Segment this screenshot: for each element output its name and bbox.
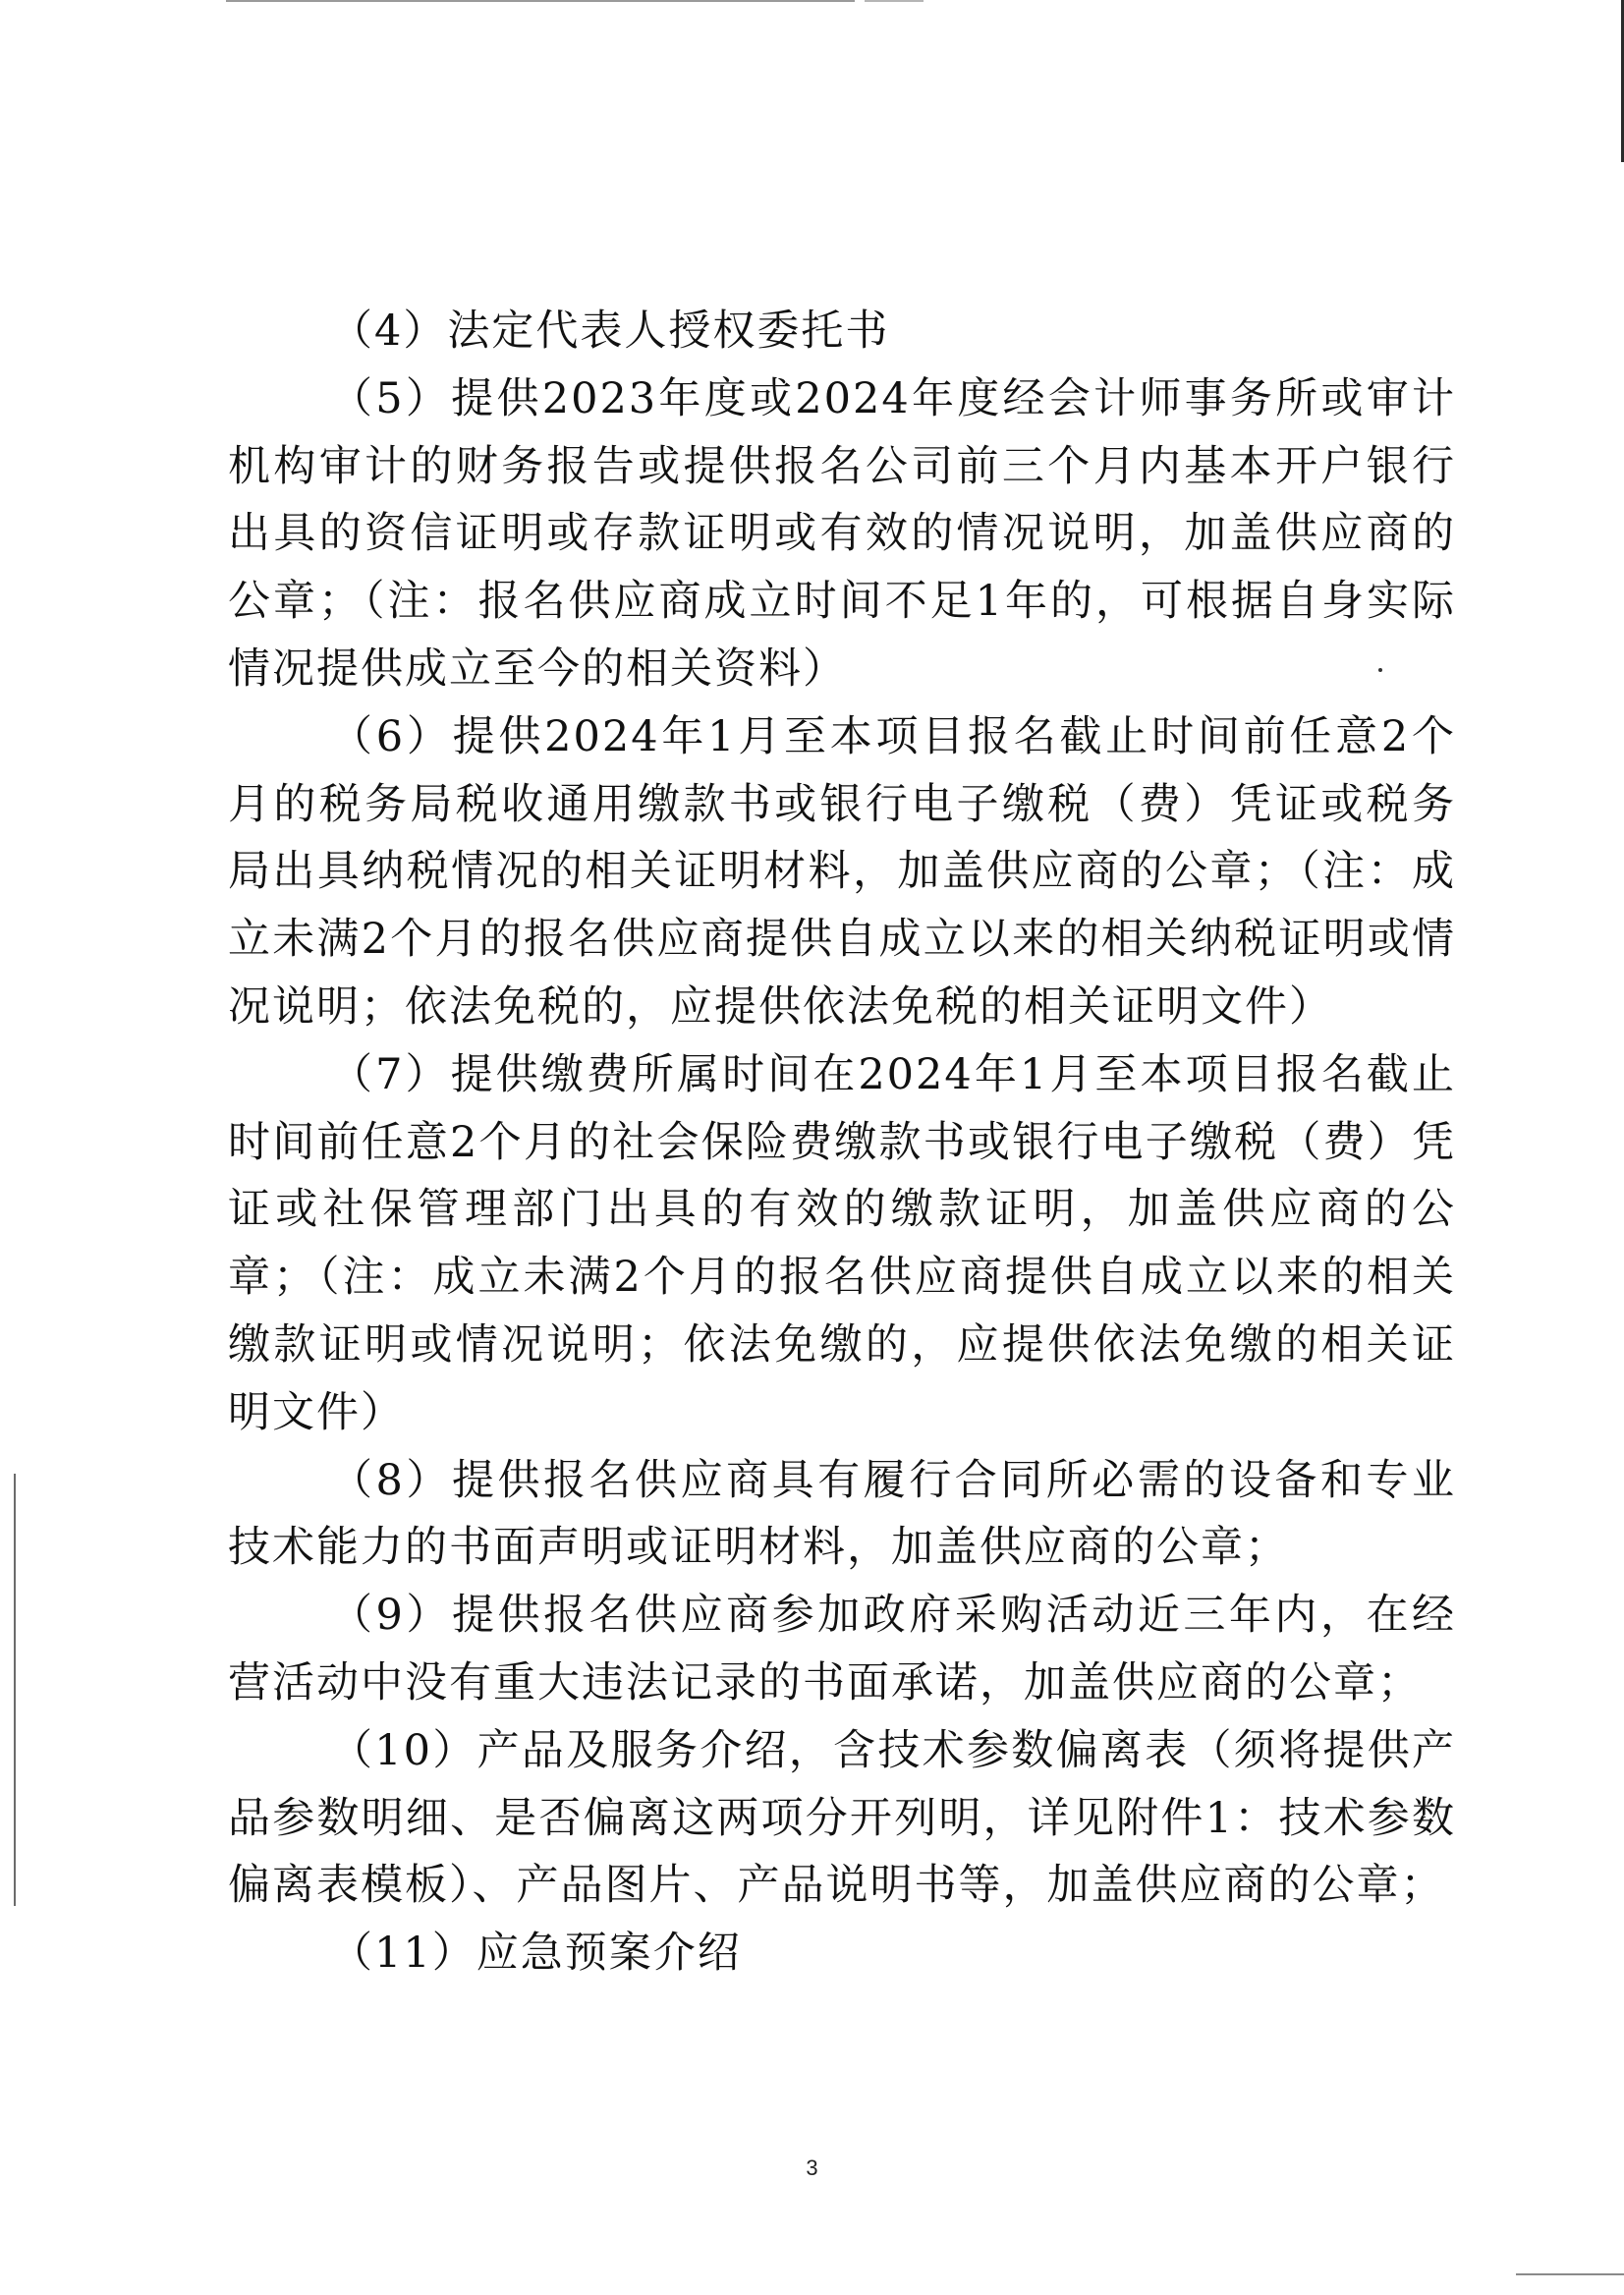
scan-mark-top — [865, 0, 924, 2]
scan-edge-bottom — [1516, 2273, 1624, 2275]
list-item: （5）提供2023年度或2024年度经会计师事务所或审计机构审计的财务报告或提供报名公司前三个月内基本开户银行出具的资信证明或存款证明或有效的情况说明，加盖供应商的公章；（注：报名供应商成立时间不足1年的，可根据自身实际情况提供成立至今的相关资料） — [228, 373, 1456, 694]
list-item: （10）产品及服务介绍，含技术参数偏离表（须将提供产品参数明细、是否偏离这两项分开列明，详见附件1：技术参数偏离表模板）、产品图片、产品说明书等，加盖供应商的公章； — [228, 1725, 1456, 1911]
scan-edge-top — [226, 0, 855, 2]
page-number: 3 — [806, 2155, 818, 2180]
list-item: （9）提供报名供应商参加政府采购活动近三年内，在经营活动中没有重大违法记录的书面承诺，加盖供应商的公章； — [228, 1591, 1456, 1707]
scan-edge-left — [14, 1474, 16, 1906]
list-item: （4）法定代表人授权委托书 — [330, 307, 890, 356]
list-item: （6）提供2024年1月至本项目报名截止时间前任意2个月的税务局税收通用缴款书或银行电子缴税（费）凭证或税务局出具纳税情况的相关证明材料，加盖供应商的公章；（注：成立未满2个月的报名供应商提供自成立以来的相关纳税证明或情况说明；依法免税的，应提供依法免税的相关证明文件） — [228, 711, 1456, 1032]
list-item: （8）提供报名供应商具有履行合同所必需的设备和专业技术能力的书面声明或证明材料，加盖供应商的公章； — [228, 1455, 1456, 1573]
list-item: （7）提供缴费所属时间在2024年1月至本项目报名截止时间前任意2个月的社会保险费缴款书或银行电子缴税（费）凭证或社保管理部门出具的有效的缴款证明，加盖供应商的公章；（注：成立未满2个月的报名供应商提供自成立以来的相关缴款证明或情况说明；依法免缴的，应提供依法免缴的相关证明文件） — [228, 1049, 1456, 1437]
list-item: （11）应急预案介绍 — [330, 1929, 742, 1979]
document-body — [228, 298, 1456, 1987]
